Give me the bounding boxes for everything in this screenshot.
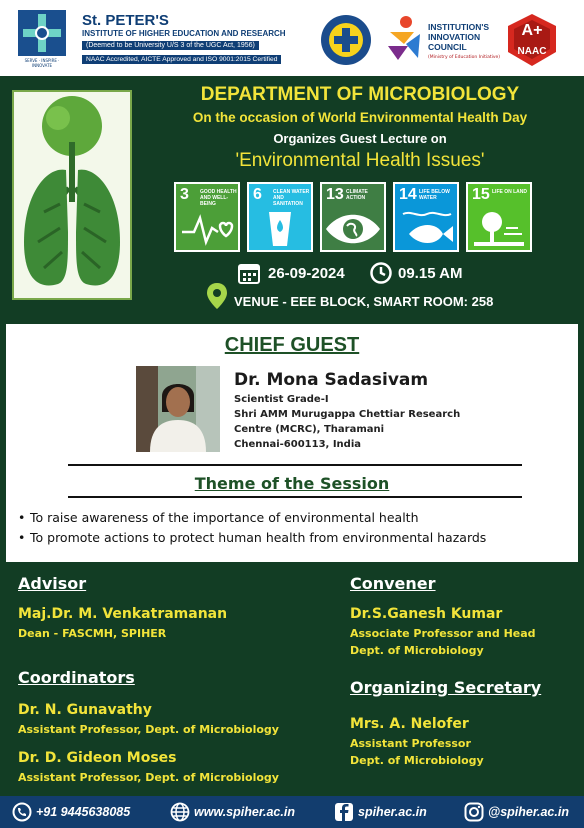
logo-motto: SERVE · INSPIRE · INNOVATE — [24, 58, 60, 68]
coordinators-heading: Coordinators — [18, 668, 135, 687]
advisor-name: Maj.Dr. M. Venkatramanan — [18, 606, 228, 622]
divider — [68, 496, 522, 498]
advisor-role: Dean - FASCMH, SPIHER — [18, 627, 167, 640]
convener-dept: Dept. of Microbiology — [350, 644, 484, 657]
organizes-line: Organizes Guest Lecture on — [273, 131, 447, 146]
divider — [68, 464, 522, 466]
secretary-heading: Organizing Secretary — [350, 678, 542, 697]
sdg-goals-row — [174, 182, 534, 252]
heartbeat-icon — [176, 208, 238, 250]
occasion-line: On the occasion of World Environmental Health Day — [192, 110, 528, 125]
convener-role: Associate Professor and Head — [350, 627, 536, 640]
naac-label: NAAC — [517, 46, 547, 57]
convener-heading: Convener — [350, 574, 436, 593]
secretary-dept: Dept. of Microbiology — [350, 754, 484, 767]
iqac-seal-icon — [320, 14, 372, 66]
chief-guest-org-line2: Centre (MCRC), Tharamani — [234, 424, 385, 435]
coordinator-name: Dr. N. Gunavathy — [18, 702, 152, 718]
convener-name: Dr.S.Ganesh Kumar — [350, 606, 503, 622]
secretary-name: Mrs. A. Nelofer — [350, 716, 469, 732]
sdg-tile-14: 14 LIFE BELOW WATER — [393, 182, 459, 252]
theme-point: • To raise awareness of the importance of environmental health — [18, 510, 419, 525]
chief-guest-heading: CHIEF GUEST — [224, 334, 360, 356]
chief-guest-photo — [136, 366, 220, 452]
lungs-tree-illustration — [12, 90, 132, 300]
institution-logo-icon — [14, 8, 70, 68]
whatsapp-icon — [12, 802, 32, 822]
coordinator-role: Assistant Professor, Dept. of Microbiology — [18, 723, 279, 736]
coordinator-role: Assistant Professor, Dept. of Microbiology — [18, 771, 279, 784]
sdg-tile-3: 3 GOOD HEALTH AND WELL-BEING — [174, 182, 240, 252]
chief-guest-org-line1: Shri AMM Murugappa Chettiar Research — [234, 409, 461, 420]
sdg-tile-15: 15 LIFE ON LAND — [466, 182, 532, 252]
sdg-tile-6: 6 CLEAN WATER AND SANITATION — [247, 182, 313, 252]
iic-subtitle: (Ministry of Education Initiative) — [428, 55, 501, 60]
calendar-icon — [238, 262, 260, 284]
fish-icon — [395, 208, 457, 250]
institution-header — [0, 0, 584, 76]
globe-icon — [170, 802, 190, 822]
chief-guest-address: Chennai-600113, India — [234, 439, 362, 450]
earth-eye-icon — [322, 208, 384, 250]
iic-logo-icon — [384, 14, 424, 64]
advisor-heading: Advisor — [18, 574, 87, 593]
theme-point: • To promote actions to protect human health from environmental hazards — [18, 530, 487, 545]
event-date: 26-09-2024 — [268, 265, 345, 282]
chief-guest-card — [6, 324, 578, 562]
instagram-icon — [464, 802, 484, 822]
date-time-row — [238, 262, 558, 286]
location-pin-icon — [206, 282, 228, 310]
naac-badge-icon — [506, 12, 558, 68]
secretary-role: Assistant Professor — [350, 737, 471, 750]
institution-accreditation: NAAC Accredited, AICTE Approved and ISO 9001:2015 Certified — [82, 55, 281, 64]
clock-icon — [370, 262, 392, 284]
sdg-tile-13: 13 CLIMATE ACTION — [320, 182, 386, 252]
contact-footer: +91 9445638085 www.spiher.ac.in spiher.ac.in @spiher.ac.in — [0, 796, 584, 828]
iic-name: INSTITUTION'S INNOVATION COUNCIL — [428, 22, 490, 52]
facebook-icon — [334, 802, 354, 822]
event-time: 09.15 AM — [398, 265, 463, 282]
naac-grade: A+ — [521, 22, 543, 39]
institution-name: St. PETER'S — [82, 12, 169, 29]
tree-land-icon — [468, 208, 530, 250]
water-glass-icon — [249, 208, 311, 250]
department-title: DEPARTMENT OF MICROBIOLOGY — [200, 84, 520, 105]
chief-guest-designation: Scientist Grade-I — [234, 394, 329, 405]
coordinator-name: Dr. D. Gideon Moses — [18, 750, 177, 766]
event-venue: VENUE - EEE BLOCK, SMART ROOM: 258 — [234, 294, 494, 309]
theme-heading: Theme of the Session — [194, 474, 390, 493]
institution-deemed: (Deemed to be University U/S 3 of the UGC Act, 1956) — [82, 41, 259, 50]
chief-guest-name: Dr. Mona Sadasivam — [234, 370, 429, 390]
lecture-topic: 'Environmental Health Issues' — [235, 150, 485, 171]
institution-subtitle: INSTITUTE OF HIGHER EDUCATION AND RESEARCH — [82, 29, 286, 38]
